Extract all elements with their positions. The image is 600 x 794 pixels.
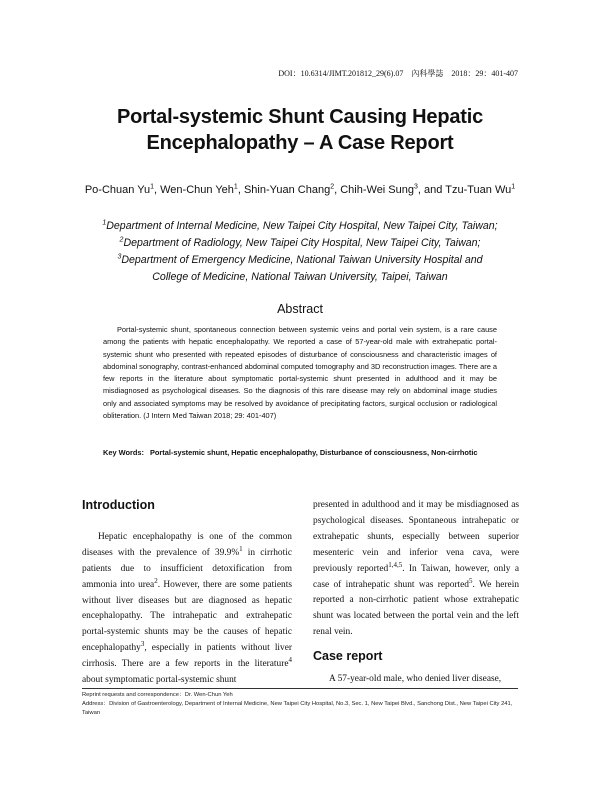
author-affiliation-mark: 1 bbox=[511, 183, 516, 191]
paper-title bbox=[60, 104, 540, 156]
affiliation-2: $^2$Department of Radiology, New Taipei City Hospital, New Taipei City, Taiwan; bbox=[119, 236, 481, 249]
author: Po-Chuan Yu bbox=[84, 184, 151, 196]
author: Shin-Yuan Chang bbox=[243, 184, 331, 196]
affiliation-1: $^1$Department of Internal Medicine, New Taipei City Hospital, New Taipei City, Taiwan; bbox=[102, 219, 498, 232]
citation-mark: 4 bbox=[288, 656, 292, 665]
abstract-heading: Abstract bbox=[277, 302, 323, 316]
author-affiliation-mark: 1 bbox=[150, 183, 154, 191]
keywords-label: Key Words: bbox=[103, 448, 144, 457]
title-line-2: Encephalopathy – A Case Report bbox=[146, 132, 454, 154]
right-column bbox=[313, 498, 519, 688]
keywords bbox=[103, 447, 497, 459]
author: Tzu-Tuan Wu bbox=[445, 184, 512, 196]
author: Chih-Wei Sung bbox=[340, 184, 414, 196]
case-report-heading: Case report bbox=[313, 649, 383, 664]
citation-mark: 1 bbox=[239, 544, 243, 553]
running-header bbox=[0, 68, 518, 79]
introduction-paragraph: Hepatic encephalopathy is one of the common diseases with the prevalence of 39.9%$^1$ in cirrhotic patients due to insufficient detoxification from ammonia into urea$^2$. However, there are some patients without liver diseases but are diagnosed as hepatic encephalopathy. The intrahepatic and extrahepatic portal-systemic shunts may be the causes of hepatic encephalopathy$^3$, especially in patients without liver cirrhosis. There are a few reports in the literature$^4$ about symptomatic portal-systemic shunt bbox=[82, 531, 292, 686]
correspondence: Reprint requests and correspondence：Dr. Wen-Chun Yeh bbox=[82, 692, 233, 698]
title-line-1: Portal-systemic Shunt Causing Hepatic bbox=[116, 106, 484, 128]
abstract-body: Portal-systemic shunt, spontaneous connection between systemic veins and portal vein system, is a rare cause among the patients with hepatic encephalopathy. We reported a case of 57-year-old male with extrahepatic portal-systemic shunt who presented with repeated episodes of disturbance of consciousness and characteristic images of abdominal sonography, contrast-enhanced abdominal computed tomography and 3D reconstruction images. There are a few reports in the literature about symptomatic portal-systemic shunt presented in adulthood and it may be misdiagnosed as psychological diseases. So the diagnosis of this rare disease may rely on abdominal image studies only and associated symptoms may be resolved by avoidance of precipitating factors, surgical occlusion or radiological obliteration. (J Intern Med Taiwan 2018; 29: 401-407) bbox=[103, 325, 497, 421]
introduction-heading: Introduction bbox=[82, 498, 155, 512]
affiliation-3-cont: College of Medicine, National Taiwan University, Taipei, Taiwan bbox=[152, 271, 448, 283]
citation: 2018：29：401-407 bbox=[451, 69, 518, 78]
author: Wen-Chun Yeh bbox=[160, 184, 234, 196]
affiliations bbox=[60, 218, 540, 286]
citation-mark: 5 bbox=[468, 576, 473, 585]
doi: DOI：10.6314/JIMT.201812_29(6).07 bbox=[278, 69, 404, 78]
left-column bbox=[82, 498, 292, 689]
introduction-paragraph-cont: presented in adulthood and it may be misdiagnosed as psychological diseases. Spontaneous intrahepatic or extrahepatic shunts, especially between superior mesenteric vein and inferior vena cava, were previously reported$^{1,4,5}$. In Taiwan, however, only a case of intrahepatic shunt was reported$^5$. We herein reported a non-cirrhotic patient whose extrahepatic shunt was located between the portal vein and the left renal vein. bbox=[313, 500, 520, 638]
keywords-text: Portal-systemic shunt, Hepatic encephalopathy, Disturbance of consciousness, Non-cirrhotic bbox=[149, 448, 478, 457]
journal-name: 內科學誌 bbox=[411, 69, 444, 78]
author-list: Po-Chuan Yu$^1$, Wen-Chun Yeh$^1$, Shin-Yuan Chang$^2$, Chih-Wei Sung$^3$, and Tzu-Tuan Wu$^1$ bbox=[84, 183, 516, 196]
affiliation-3: $^3$Department of Emergency Medicine, National Taiwan University Hospital and bbox=[117, 253, 483, 266]
citation-mark: 2 bbox=[154, 576, 158, 585]
case-report-paragraph: A 57-year-old male, who denied liver disease, bbox=[329, 674, 502, 685]
author-affiliation-mark: 3 bbox=[414, 183, 418, 191]
citation-mark: 3 bbox=[140, 640, 145, 649]
citation-mark: 1,4,5 bbox=[388, 560, 403, 569]
author-affiliation-mark: 2 bbox=[330, 183, 335, 191]
footnote bbox=[82, 691, 518, 719]
address: Address：Division of Gastroenterology, Department of Internal Medicine, New Taipei City Hospital, No.3, Sec. 1, New Taipei Blvd., Sanchong Dist., New Taipei City 241, Taiwan bbox=[82, 701, 513, 717]
footnote-divider bbox=[82, 688, 518, 689]
author-affiliation-mark: 1 bbox=[233, 183, 238, 191]
